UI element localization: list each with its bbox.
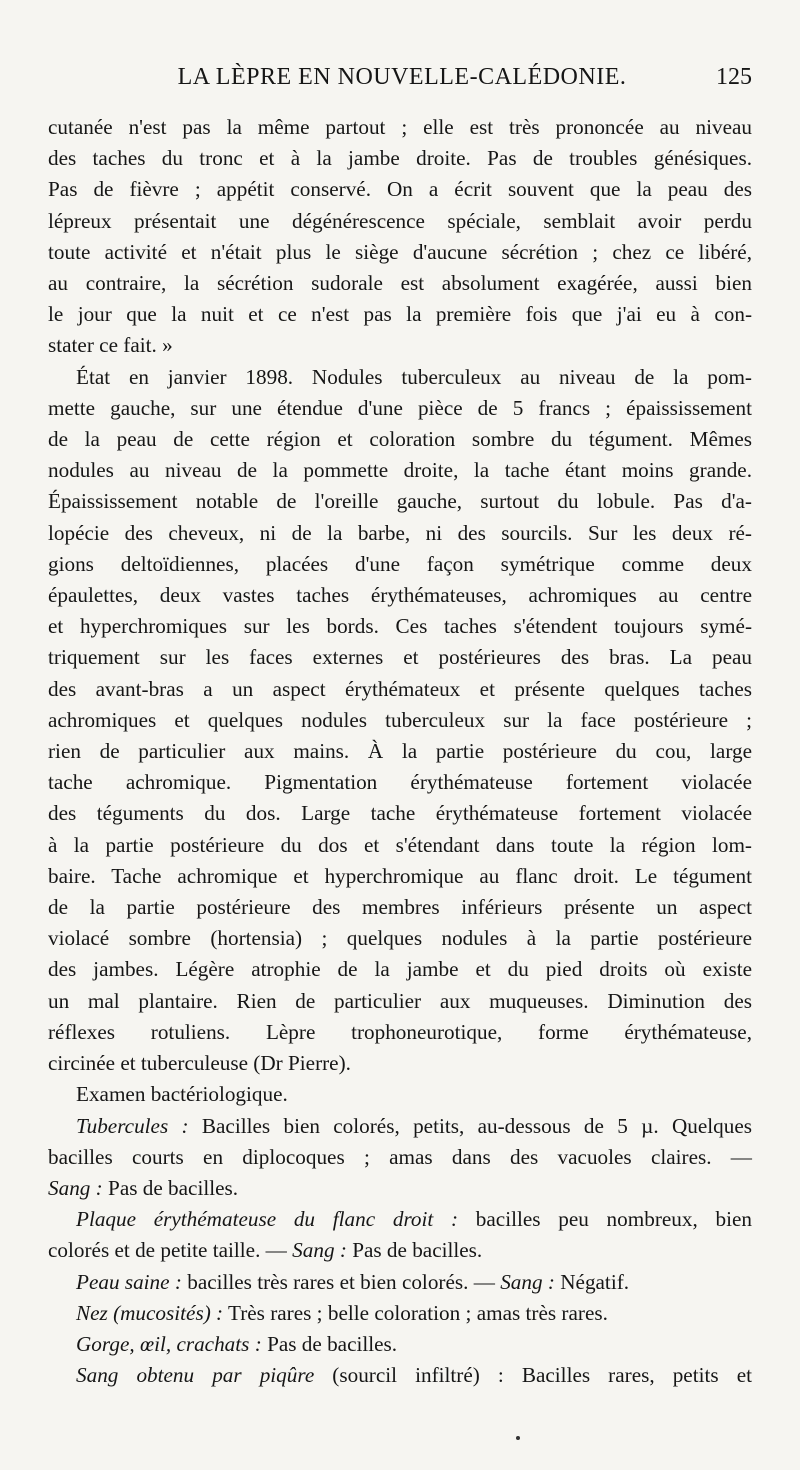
text-line: de la peau de cette région et coloration sombre du tégument. Mêmes <box>48 427 752 452</box>
sang-text: Pas de bacilles. <box>102 1175 239 1200</box>
text-line <box>48 1360 752 1391</box>
piqure-label: Sang obtenu par piqûre <box>76 1363 315 1388</box>
text-line: Pas de fièvre ; appétit conservé. On a écrit souvent que la peau des <box>48 177 752 202</box>
text-line: des taches du tronc et à la jambe droite. Pas de troubles génésiques. <box>48 146 752 171</box>
text-line: des jambes. Légère atrophie de la jambe et du pied droits où existe <box>48 957 752 982</box>
text-line: toute activité et n'était plus le siège d'aucune sécrétion ; chez ce libéré, <box>48 239 752 264</box>
peau-saine-text: bacilles très rares et bien colorés. — <box>181 1269 495 1294</box>
text-line: nodules au niveau de la pommette droite, la tache étant moins grande. <box>48 458 752 483</box>
page-number: 125 <box>716 64 752 90</box>
sang-label: Sang : <box>48 1175 103 1200</box>
sang-text: Négatif. <box>554 1269 630 1294</box>
text-line: épaulettes, deux vastes taches érythémateuses, achromiques au centre <box>48 583 752 608</box>
plaque-label: Plaque érythémateuse du flanc droit : <box>76 1207 459 1232</box>
text-line: achromiques et quelques nodules tuberculeux sur la face postérieure ; <box>48 707 752 732</box>
text-line: tache achromique. Pigmentation érythémateuse fortement violacée <box>48 770 752 795</box>
text-line: mette gauche, sur une étendue d'une pièce de 5 francs ; épaississement <box>48 395 752 420</box>
plaque-continuation: colorés et de petite taille. — <box>48 1238 287 1263</box>
text-line: gions deltoïdiennes, placées d'une façon symétrique comme deux <box>48 551 752 576</box>
gorge-text: Pas de bacilles. <box>261 1331 398 1356</box>
text-line: à la partie postérieure du dos et s'étendant dans toute la région lom- <box>48 832 752 857</box>
text-line: et hyperchromiques sur les bords. Ces taches s'étendent toujours symé- <box>48 614 752 639</box>
text-line <box>48 1111 752 1142</box>
running-title: LA LÈPRE EN NOUVELLE-CALÉDONIE. <box>177 64 627 90</box>
text-line: stater ce fait. » <box>48 333 173 358</box>
text-line: un mal plantaire. Rien de particulier aux muqueuses. Diminution des <box>48 988 752 1013</box>
gorge-label: Gorge, œil, crachats : <box>76 1331 262 1356</box>
text-line: rien de particulier aux mains. À la partie postérieure du cou, large <box>48 739 752 764</box>
text-line: lopécie des cheveux, ni de la barbe, ni des sourcils. Sur les deux ré- <box>48 520 752 545</box>
text-line: baire. Tache achromique et hyperchromique au flanc droit. Le tégument <box>48 863 752 888</box>
body-text <box>48 112 752 1391</box>
ink-speck <box>516 1436 520 1440</box>
nez-label: Nez (mucosités) : <box>76 1300 224 1325</box>
text-line <box>48 1298 752 1329</box>
text-line: lépreux présentait une dégénérescence spéciale, semblait avoir perdu <box>48 208 752 233</box>
tubercules-text: Bacilles bien colorés, petits, au-dessous de 5 µ. Quelques <box>188 1113 752 1138</box>
text-line <box>48 1173 752 1204</box>
text-line: cutanée n'est pas la même partout ; elle est très prononcée au niveau <box>48 115 752 139</box>
text-line: circinée et tuberculeuse (Dr Pierre). <box>48 1051 351 1076</box>
text-line: Examen bactériologique. <box>76 1082 288 1107</box>
text-line: des avant-bras a un aspect érythémateux et présente quelques taches <box>48 676 752 701</box>
peau-saine-label: Peau saine : <box>76 1269 182 1294</box>
plaque-text: bacilles peu nombreux, bien <box>458 1207 752 1232</box>
sang-label: Sang : <box>292 1238 347 1263</box>
tubercules-label: Tubercules : <box>76 1113 189 1138</box>
text-line: le jour que la nuit et ce n'est pas la première fois que j'ai eu à con- <box>48 302 752 327</box>
text-line <box>48 1235 752 1266</box>
text-line: au contraire, la sécrétion sudorale est absolument exagérée, aussi bien <box>48 271 752 296</box>
piqure-text: (sourcil infiltré) : Bacilles rares, petits et <box>314 1363 752 1388</box>
text-line: triquement sur les faces externes et postérieures des bras. La peau <box>48 645 752 670</box>
text-line <box>48 1329 752 1360</box>
text-line <box>48 1204 752 1235</box>
text-line: de la partie postérieure des membres inférieurs présente un aspect <box>48 895 752 920</box>
text-line: des téguments du dos. Large tache érythémateuse fortement violacée <box>48 801 752 826</box>
text-line: bacilles courts en diplocoques ; amas dans des vacuoles claires. — <box>48 1144 752 1169</box>
text-line: violacé sombre (hortensia) ; quelques nodules à la partie postérieure <box>48 926 752 951</box>
text-line: État en janvier 1898. Nodules tuberculeux au niveau de la pom- <box>76 364 752 389</box>
sang-text: Pas de bacilles. <box>346 1238 483 1263</box>
nez-text: Très rares ; belle coloration ; amas très rares. <box>223 1300 608 1325</box>
text-line <box>48 1267 752 1298</box>
text-line: Épaississement notable de l'oreille gauche, surtout du lobule. Pas d'a- <box>48 489 752 514</box>
sang-label: Sang : <box>500 1269 555 1294</box>
running-header <box>52 64 752 98</box>
text-line: réflexes rotuliens. Lèpre trophoneurotique, forme érythémateuse, <box>48 1019 752 1044</box>
